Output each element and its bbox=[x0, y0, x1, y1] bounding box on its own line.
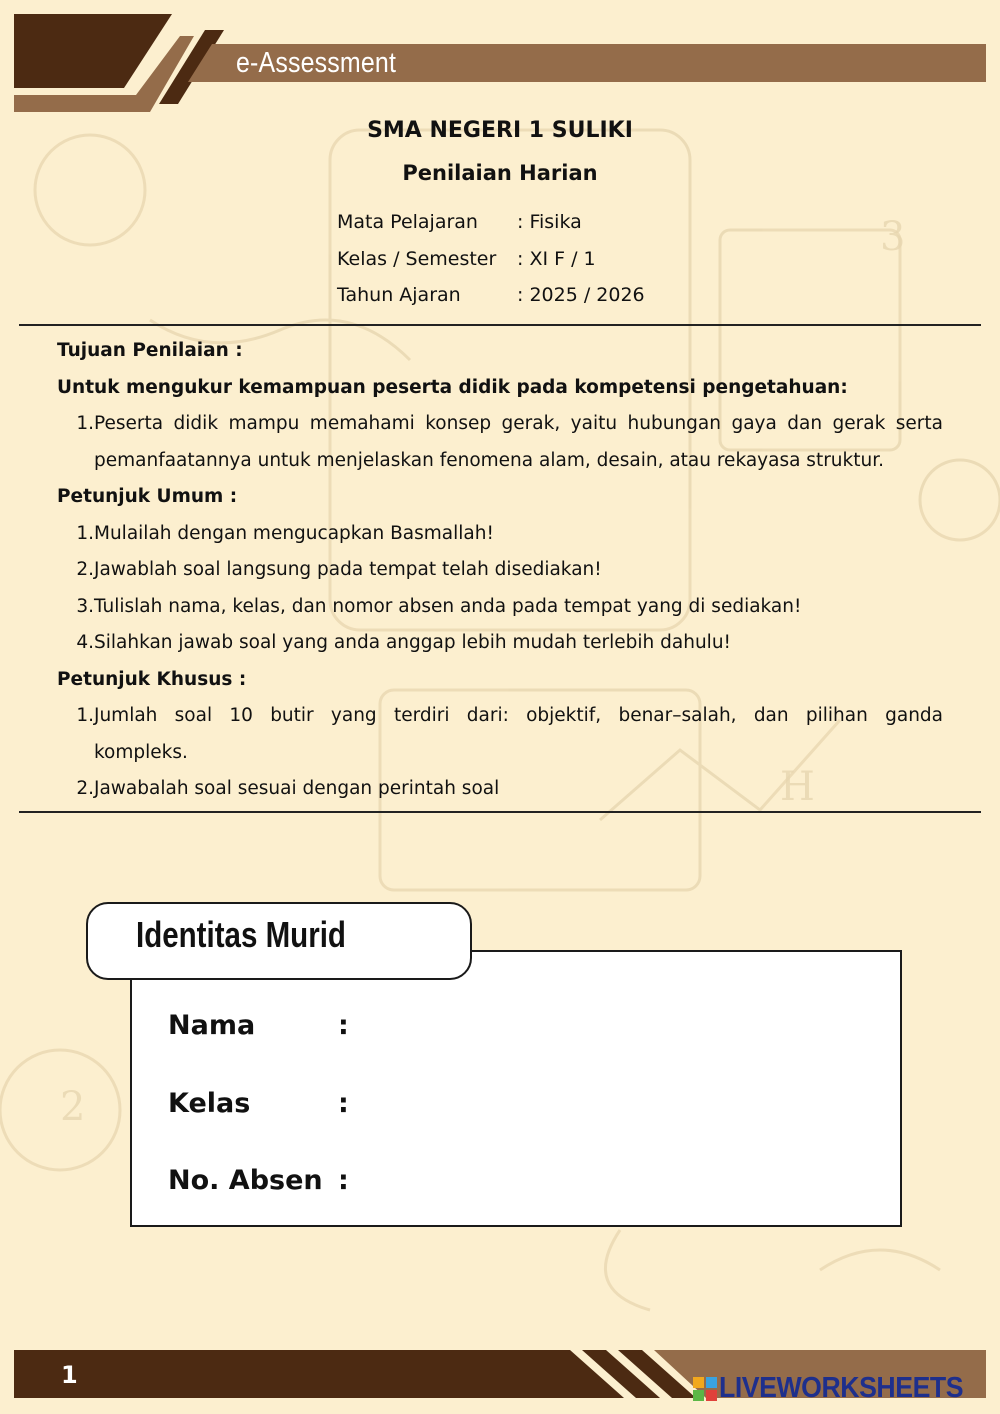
list-text: Mulailah dengan mengucapkan Basmallah! bbox=[94, 522, 494, 544]
meta-value: : XI F / 1 bbox=[517, 247, 596, 270]
field-separator: : bbox=[338, 1165, 349, 1196]
petunjuk-khusus-heading: Petunjuk Khusus : bbox=[57, 668, 247, 690]
exam-meta bbox=[337, 206, 645, 316]
list-item bbox=[57, 593, 943, 630]
identity-title: Identitas Murid bbox=[136, 914, 346, 955]
list-item bbox=[57, 775, 943, 812]
header-banner bbox=[0, 0, 1000, 120]
exam-title: Penilaian Harian bbox=[402, 161, 598, 185]
banner-title: e-Assessment bbox=[236, 47, 397, 79]
school-name: SMA NEGERI 1 SULIKI bbox=[367, 118, 633, 143]
instructions bbox=[57, 337, 943, 812]
field-separator: : bbox=[338, 1010, 349, 1041]
list-number: 2. bbox=[76, 778, 94, 799]
list-number: 2. bbox=[76, 559, 94, 580]
liveworksheets-logo-icon bbox=[693, 1377, 717, 1401]
meta-row-year bbox=[337, 279, 645, 316]
meta-label: Kelas / Semester bbox=[337, 247, 497, 270]
list-item bbox=[57, 520, 943, 557]
list-text: Jawablah soal langsung pada tempat telah disediakan! bbox=[94, 559, 602, 580]
meta-value: : 2025 / 2026 bbox=[517, 284, 645, 306]
list-text: Tulislah nama, kelas, dan nomor absen anda pada tempat yang di sediakan! bbox=[94, 595, 802, 617]
list-number: 4. bbox=[76, 632, 94, 653]
identity-field-absen[interactable] bbox=[168, 1165, 349, 1196]
divider-bottom bbox=[19, 811, 981, 813]
field-label: Nama bbox=[168, 1010, 256, 1041]
identity-field-class[interactable] bbox=[168, 1088, 349, 1119]
list-number: 3. bbox=[76, 595, 94, 617]
list-text-continued: kompleks. bbox=[94, 741, 188, 763]
list-number: 1. bbox=[76, 522, 94, 544]
svg-text:2: 2 bbox=[60, 1084, 86, 1130]
list-item bbox=[57, 556, 943, 593]
list-text: Jumlah soal 10 butir yang terdiri dari: objektif, benar–salah, dan pilihan ganda bbox=[94, 705, 943, 726]
petunjuk-umum-heading: Petunjuk Umum : bbox=[57, 486, 238, 507]
svg-text:H: H bbox=[780, 764, 815, 810]
tujuan-item bbox=[57, 410, 943, 447]
meta-value: : Fisika bbox=[517, 211, 582, 233]
page-number: 1 bbox=[61, 1361, 78, 1389]
list-number: 1. bbox=[76, 413, 94, 434]
tujuan-heading: Tujuan Penilaian : bbox=[57, 340, 243, 361]
list-text: Peserta didik mampu memahami konsep gerak, yaitu hubungan gaya dan gerak serta bbox=[94, 413, 943, 434]
field-label: No. Absen bbox=[168, 1165, 323, 1196]
list-item bbox=[57, 629, 943, 666]
list-text: Jawabalah soal sesuai dengan perintah soal bbox=[94, 778, 500, 799]
meta-label: Tahun Ajaran bbox=[337, 284, 461, 306]
field-separator: : bbox=[338, 1088, 349, 1119]
meta-label: Mata Pelajaran bbox=[337, 211, 478, 233]
list-text: Silahkan jawab soal yang anda anggap lebih mudah terlebih dahulu! bbox=[94, 632, 731, 653]
list-text-continued: pemanfaatannya untuk menjelaskan fenomena alam, desain, atau rekayasa struktur. bbox=[94, 449, 885, 471]
field-label: Kelas bbox=[168, 1088, 251, 1119]
list-number: 1. bbox=[76, 705, 94, 726]
brand-text: LIVEWORKSHEETS bbox=[719, 1372, 964, 1404]
identity-field-name[interactable] bbox=[168, 1010, 349, 1041]
liveworksheets-brand[interactable] bbox=[693, 1372, 984, 1405]
svg-text:3: 3 bbox=[880, 214, 906, 260]
divider-top bbox=[19, 324, 981, 326]
list-item bbox=[57, 702, 943, 739]
meta-row-subject bbox=[337, 206, 645, 243]
tujuan-intro: Untuk mengukur kemampuan peserta didik pada kompetensi pengetahuan: bbox=[57, 376, 848, 398]
meta-row-class bbox=[337, 243, 645, 280]
